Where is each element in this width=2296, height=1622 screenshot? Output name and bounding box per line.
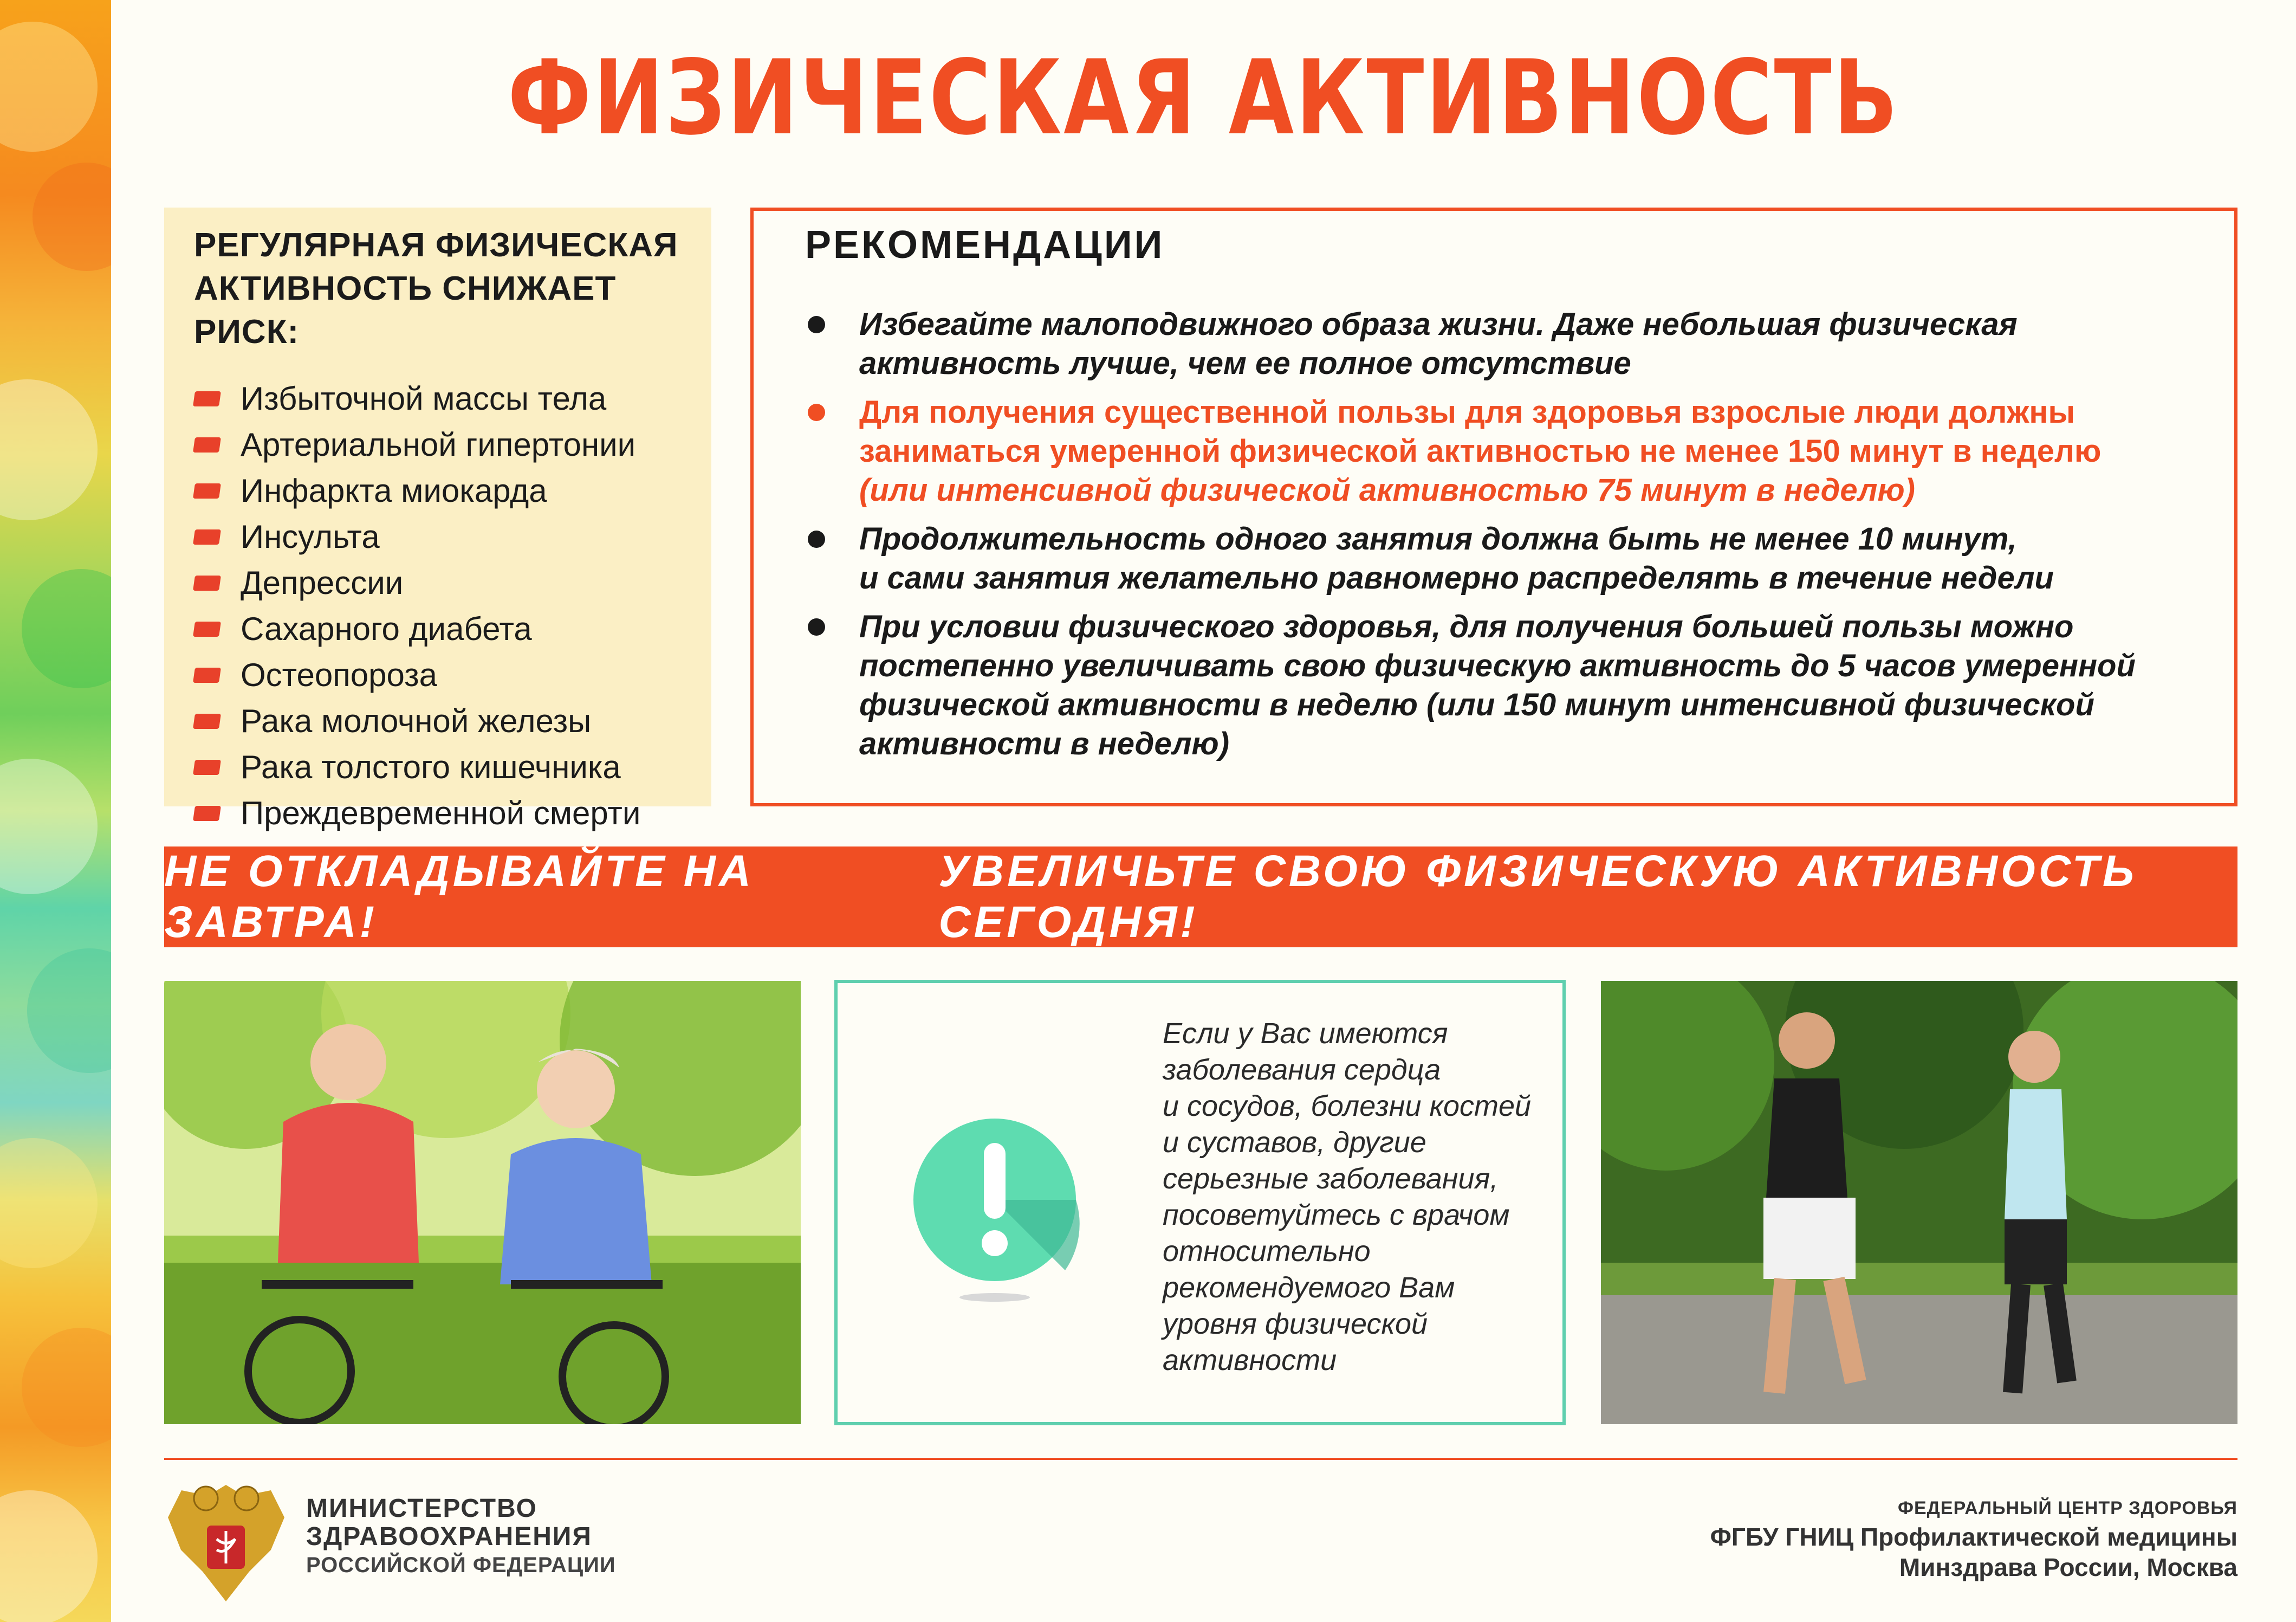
bullet-icon <box>808 404 825 421</box>
bullet-icon <box>808 531 825 548</box>
risk-item-label: Артериальной гипертонии <box>241 426 636 463</box>
recommendations-panel <box>750 208 2237 806</box>
risk-item-label: Избыточной массы тела <box>241 380 607 417</box>
strip-blob <box>22 569 111 688</box>
risk-item-label: Рака толстого кишечника <box>241 749 621 785</box>
strip-blob <box>33 163 111 271</box>
recommendation-line: При условии физического здоровья, для получения большей пользы можно <box>859 609 2074 644</box>
warning-line: активности <box>1163 1344 1337 1377</box>
warning-line: посоветуйтесь с врачом <box>1163 1199 1510 1231</box>
recommendation-line: активности в неделю) <box>859 726 1230 761</box>
risk-heading <box>194 224 711 354</box>
recommendation-line: физической активности в неделю (или 150 минут интенсивной физической <box>859 687 2094 722</box>
recommendation-line: постепенно увеличивать свою физическую активность до 5 часов умеренной <box>859 648 2136 683</box>
strip-blob <box>27 948 111 1073</box>
warning-line: уровня физической <box>1163 1308 1428 1340</box>
bullet-icon <box>808 618 825 636</box>
bullet-icon <box>193 576 221 591</box>
bullet-icon <box>193 760 221 775</box>
ministry-line2: ЗДРАВООХРАНЕНИЯ <box>306 1522 592 1551</box>
exclamation-icon <box>908 1113 1087 1319</box>
strip-blob <box>0 379 98 520</box>
list-item <box>194 422 711 468</box>
risk-reduction-panel <box>164 208 711 831</box>
footer-divider <box>164 1458 2237 1460</box>
bullet-icon <box>193 529 221 545</box>
warning-line: рекомендуемого Вам <box>1163 1271 1455 1304</box>
center-line1: ФЕДЕРАЛЬНЫЙ ЦЕНТР ЗДОРОВЬЯ <box>1897 1498 2237 1518</box>
recommendation-line: и сами занятия желательно равномерно распределять в течение недели <box>859 560 2054 596</box>
bullet-icon <box>193 391 221 406</box>
banner-text-part1: НЕ ОТКЛАДЫВАЙТЕ НА ЗАВТРА! <box>164 846 755 947</box>
recommendation-item <box>808 608 2202 764</box>
ministry-name <box>306 1495 616 1579</box>
risk-item-label: Инсульта <box>241 519 380 555</box>
warning-text <box>1163 1016 1542 1379</box>
recommendation-line: Продолжительность одного занятия должна быть не менее 10 минут, <box>859 521 2017 557</box>
bullet-icon <box>193 714 221 729</box>
page-title: ФИЗИЧЕСКАЯ АКТИВНОСТЬ <box>507 38 1900 158</box>
decorative-side-strip <box>0 0 111 1622</box>
list-item <box>194 652 711 698</box>
photo-seniors-cycling <box>164 981 801 1424</box>
risk-list <box>194 376 711 836</box>
risk-item-label: Рака молочной железы <box>241 703 592 739</box>
call-to-action-banner <box>164 846 2237 947</box>
strip-blob <box>22 1328 111 1447</box>
recommendation-item <box>808 520 2202 598</box>
risk-item-label: Сахарного диабета <box>241 611 532 647</box>
strip-blob <box>0 1490 98 1622</box>
warning-line: серьезные заболевания, <box>1163 1162 1499 1195</box>
risk-item-label: Остеопороза <box>241 657 438 693</box>
bullet-icon <box>193 437 221 453</box>
banner-text-part2: УВЕЛИЧЬТЕ СВОЮ ФИЗИЧЕСКУЮ АКТИВНОСТЬ СЕГОДНЯ! <box>938 846 2137 947</box>
coat-of-arms-icon <box>163 1474 290 1607</box>
strip-blob <box>0 759 98 894</box>
photo-runners <box>1601 981 2237 1424</box>
recommendation-line: активность лучше, чем ее полное отсутствие <box>859 346 1631 381</box>
bullet-icon <box>808 316 825 333</box>
photo-seniors-cycling-image <box>164 981 801 1424</box>
list-item <box>194 376 711 422</box>
list-item <box>194 698 711 744</box>
bullet-icon <box>193 622 221 637</box>
recommendations-heading: РЕКОМЕНДАЦИИ <box>805 223 1165 267</box>
list-item <box>194 790 711 836</box>
list-item <box>194 560 711 606</box>
warning-line: заболевания сердца <box>1163 1054 1441 1086</box>
recommendation-item-highlighted <box>808 393 2202 510</box>
strip-blob <box>0 22 98 152</box>
center-line3: Минздрава России, Москва <box>1899 1553 2237 1581</box>
recommendation-line: Для получения существенной пользы для здоровья взрослые люди должны <box>859 395 2075 430</box>
list-item <box>194 606 711 652</box>
list-item <box>194 468 711 514</box>
warning-line: и сосудов, болезни костей <box>1163 1090 1532 1122</box>
risk-heading-line2: АКТИВНОСТЬ СНИЖАЕТ РИСК: <box>194 270 617 351</box>
risk-item-label: Преждевременной смерти <box>241 795 641 831</box>
recommendation-item <box>808 305 2202 383</box>
warning-line: Если у Вас имеются <box>1163 1017 1448 1050</box>
photo-runners-image <box>1601 981 2237 1424</box>
recommendation-line: заниматься умеренной физической активностью не менее 150 минут в неделю <box>859 434 2102 469</box>
ministry-line3: РОССИЙСКОЙ ФЕДЕРАЦИИ <box>306 1553 616 1577</box>
ministry-line1: МИНИСТЕРСТВО <box>306 1494 537 1523</box>
risk-item-label: Депрессии <box>241 565 404 601</box>
warning-line: относительно <box>1163 1235 1371 1268</box>
risk-item-label: Инфаркта миокарда <box>241 473 547 509</box>
recommendation-line: Избегайте малоподвижного образа жизни. Даже небольшая физическая <box>859 307 2018 342</box>
list-item <box>194 514 711 560</box>
bullet-icon <box>193 483 221 499</box>
center-line2: ФГБУ ГНИЦ Профилактической медицины <box>1710 1523 2237 1551</box>
risk-heading-line1: РЕГУЛЯРНАЯ ФИЗИЧЕСКАЯ <box>194 227 678 264</box>
recommendation-line: (или интенсивной физической активностью 75 минут в неделю) <box>859 473 1915 508</box>
list-item <box>194 744 711 790</box>
strip-blob <box>0 1138 98 1268</box>
medical-warning-panel <box>834 980 1566 1425</box>
warning-line: и суставов, другие <box>1163 1126 1426 1159</box>
bullet-icon <box>193 668 221 683</box>
health-center-name <box>1710 1495 2237 1582</box>
bullet-icon <box>193 806 221 821</box>
